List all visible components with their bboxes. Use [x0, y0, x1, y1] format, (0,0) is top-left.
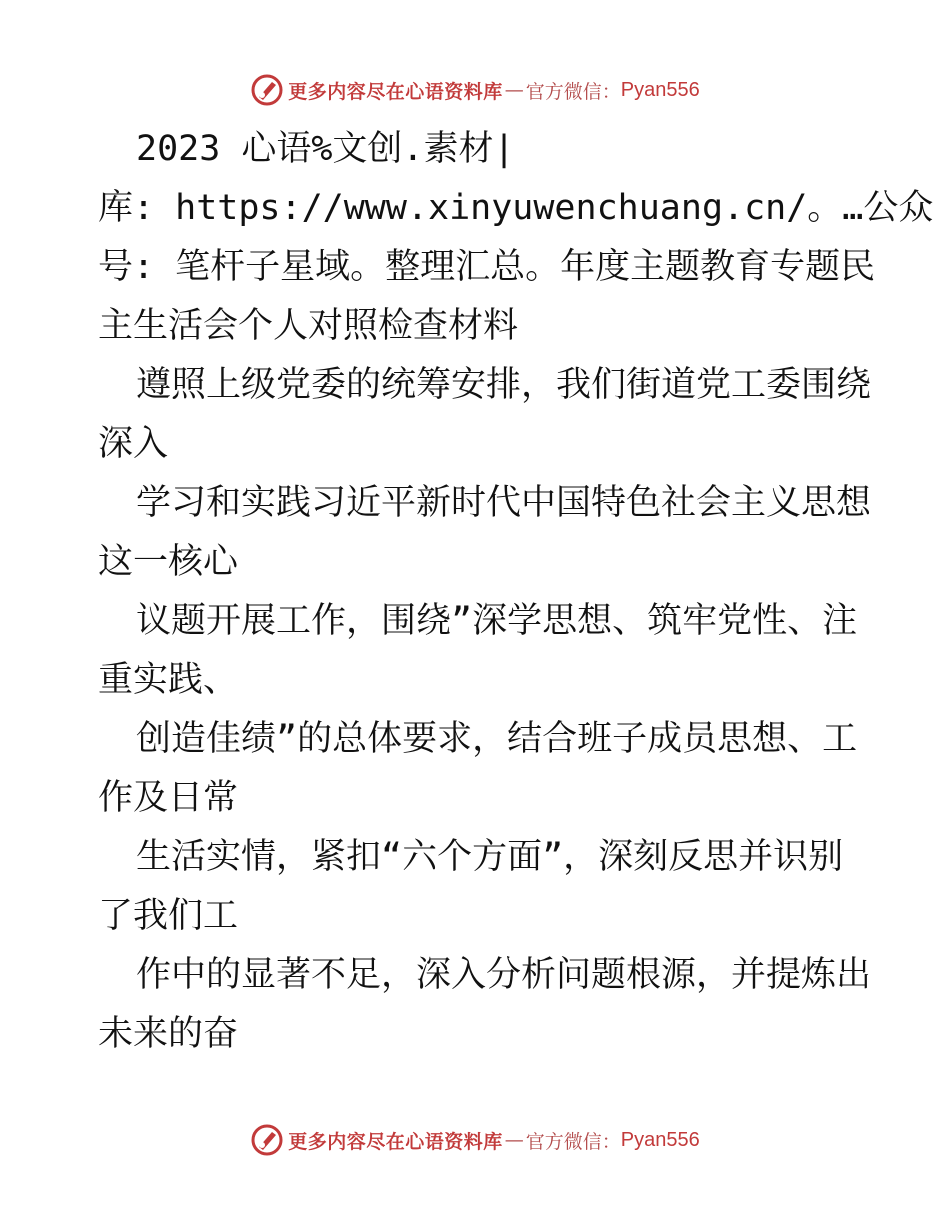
document-body	[98, 120, 934, 1064]
banner-text: 更多内容尽在心语资料库	[288, 80, 503, 103]
text-line: 2023 心语%文创.素材|	[136, 129, 515, 169]
text-line: 未来的奋	[98, 1014, 239, 1054]
text-line: 遵照上级党委的统筹安排，我们街道党工委围绕	[136, 365, 872, 405]
banner-contact-label: 官方微信：	[525, 1130, 621, 1153]
banner-contact-label: 官方微信：	[525, 80, 621, 103]
text-line: 了我们工	[98, 896, 239, 936]
text-line: 学习和实践习近平新时代中国特色社会主义思想	[136, 483, 872, 523]
text-line: 生活实情，紧扣“六个方面”，深刻反思并识别	[136, 837, 844, 877]
text-line: 库: https://www.xinyuwenchuang.cn/。…公众	[98, 188, 934, 228]
pen-logo-icon	[250, 73, 284, 107]
text-line: 这一核心	[98, 542, 239, 582]
banner-separator: —	[504, 1129, 524, 1151]
banner-contact-id: Pyan556	[620, 78, 700, 101]
pen-logo-icon	[250, 1123, 284, 1157]
footer-watermark-banner	[0, 1120, 950, 1160]
text-line: 作中的显著不足，深入分析问题根源，并提炼出	[136, 955, 872, 995]
text-line: 主生活会个人对照检查材料	[98, 306, 519, 346]
header-watermark-banner	[0, 70, 950, 110]
banner-separator: —	[504, 79, 524, 101]
text-line: 深入	[98, 424, 169, 464]
text-line: 重实践、	[98, 660, 239, 700]
text-line: 创造佳绩”的总体要求，结合班子成员思想、工	[136, 719, 858, 759]
banner-text: 更多内容尽在心语资料库	[288, 1130, 503, 1153]
banner-contact-id: Pyan556	[620, 1128, 700, 1151]
text-line: 作及日常	[98, 778, 239, 818]
text-line: 号: 笔杆子星域。整理汇总。年度主题教育专题民	[98, 247, 876, 287]
text-line: 议题开展工作，围绕”深学思想、筑牢党性、注	[136, 601, 858, 641]
